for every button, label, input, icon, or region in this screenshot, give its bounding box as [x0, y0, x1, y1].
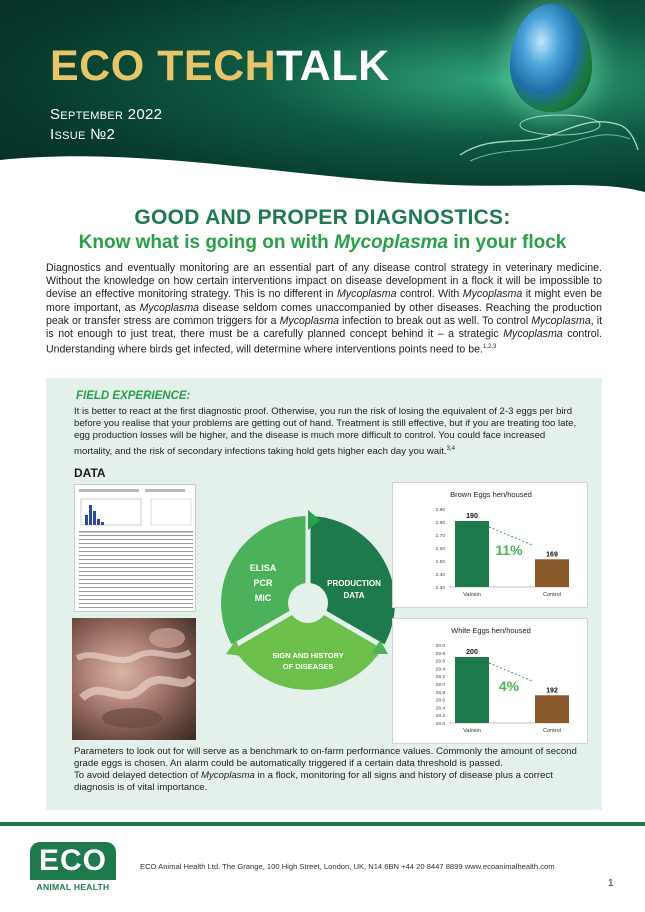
article-title: GOOD AND PROPER DIAGNOSTICS: [134, 206, 511, 229]
data-label: DATA [74, 466, 106, 480]
footer-part: in a flock, monitoring for all signs and history of disease plus a correct diagnosis is of vital importance. [74, 770, 553, 793]
cycle-label-elisa: ELISA [249, 563, 277, 573]
intro-italic: Mycoplasma [279, 314, 340, 327]
field-footer-text [74, 746, 582, 794]
field-footer-para-2 [74, 770, 582, 794]
intro-italic: Mycoplasma [531, 314, 591, 327]
intro-part: disease seldom comes unaccompanied by other diseases. Reaching the production peak or transfer stress are common triggers for a [46, 301, 602, 327]
y-tick-label: 2.30 [435, 586, 445, 591]
field-experience-box [46, 378, 602, 810]
cycle-label-mic: MIC [254, 593, 272, 603]
brown-eggs-chart [392, 482, 588, 608]
brand-eco: ECO TECH [50, 42, 277, 90]
header-wave [0, 150, 645, 200]
category-label: Control [543, 728, 561, 734]
intro-paragraph [46, 262, 602, 357]
y-tick-label: 2.70 [435, 534, 445, 539]
y-tick-label: 29.8 [435, 651, 445, 657]
issue-date: September 2022 [50, 106, 163, 123]
y-tick-label: 29.6 [435, 659, 445, 665]
y-tick-label: 29.2 [435, 675, 445, 681]
page-number: 1 [608, 878, 614, 889]
intro-italic: Mycoplasma [139, 301, 200, 314]
bar-value-label: 200 [466, 649, 478, 656]
eco-logo [30, 842, 116, 896]
y-tick-label: 30.0 [435, 644, 445, 649]
cycle-label-data: DATA [343, 591, 365, 600]
bar-value-label: 190 [466, 513, 478, 520]
y-tick-label: 29.0 [435, 683, 445, 688]
y-tick-label: 2.40 [435, 573, 445, 578]
data-sheet-graphic [75, 485, 196, 612]
cycle-label-pcr: PCR [253, 578, 273, 588]
cycle-label-sign-history: SIGN AND HISTORY [272, 651, 344, 660]
field-footer-para-1: Parameters to look out for will serve as a benchmark to on-farm performance values. Commonly the amount of second grade eggs is chosen. An alarm could be automatically triggered if a certain data threshold is passed. [74, 746, 577, 769]
diagnostic-cycle-diagram [208, 508, 408, 698]
y-tick-label: 28.8 [435, 690, 445, 696]
y-tick-label: 28.2 [435, 714, 445, 720]
chart-title: White Eggs hen/housed [451, 626, 531, 635]
chart-bar [535, 695, 569, 723]
y-tick-label: 2.80 [435, 521, 445, 526]
y-tick-label: 28.6 [435, 698, 445, 704]
logo-mark: ECO [30, 842, 116, 880]
chart-bar [535, 559, 569, 587]
issue-number: Issue №2 [50, 126, 116, 143]
category-label: Valosin [463, 592, 481, 598]
y-tick-label: 28.4 [435, 706, 445, 712]
necropsy-photo [72, 618, 196, 740]
brand-talk: TALK [276, 42, 390, 90]
intro-part: infection to break out as well. To control [339, 314, 532, 327]
article-subtitle [0, 232, 645, 254]
intro-reference: 1,2,3 [482, 344, 497, 351]
subtitle-pre: Know what is going on with [78, 232, 335, 253]
y-tick-label: 2.90 [435, 508, 445, 513]
category-label: Control [543, 592, 561, 598]
company-address: ECO Animal Health Ltd. The Grange, 100 High Street, London, UK, N14 6BN +44 20 8447 8899 www.ecoanimalhealth.com [140, 862, 555, 871]
intro-italic: Mycoplasma [503, 328, 563, 341]
footer-part: To avoid delayed detection of [74, 770, 201, 781]
intro-part: control. With [396, 288, 463, 301]
field-title: FIELD EXPERIENCE: [76, 390, 191, 402]
field-text-body: It is better to react at the first diagnostic proof. Otherwise, you run the risk of losing the equivalent of 2-3 eggs per bird before you realise that your problems are getting out of hand. Treatment is still effective, but if you are treating too late, egg production losses will be higher, and the disease is much more difficult to control. You could face increased mortality, and the risk of secondary infections taking hold gets higher each day you wait. [74, 406, 577, 457]
y-tick-label: 2.50 [435, 560, 445, 565]
white-eggs-chart-svg [393, 619, 589, 745]
y-tick-label: 2.60 [435, 547, 445, 552]
bar-value-label: 169 [546, 551, 558, 559]
intro-part: it might even be more important, as [46, 288, 602, 314]
footer-italic: Mycoplasma [200, 770, 255, 781]
chart-title: Brown Eggs hen/housed [450, 490, 532, 499]
subtitle-post: in your flock [448, 232, 567, 253]
white-eggs-chart [392, 618, 588, 744]
intro-part: Diagnostics and eventually monitoring are an essential part of any disease control strategy in veterinary medicine. Without the knowledge on how certain interventions impact on disease development in a flock it will be impossible to devise an effective monitoring strategy. This is no different in [46, 262, 602, 301]
intro-part: , it is not enough to just treat, there must be a carefully planned concept behind it – a strategic [46, 314, 603, 341]
category-label: Valosin [463, 728, 481, 734]
field-text [74, 406, 582, 458]
logo-subtitle: ANIMAL HEALTH [36, 882, 110, 892]
cycle-label-production: PRODUCTION [327, 579, 381, 588]
chart-bar [455, 521, 489, 587]
intro-italic: Mycoplasma [337, 288, 397, 301]
header-banner [0, 0, 645, 200]
percent-annotation: 4% [498, 678, 520, 694]
field-reference: 3,4 [446, 445, 455, 452]
footer-divider [0, 822, 645, 826]
intro-italic: Mycoplasma [462, 288, 523, 301]
necropsy-photo-graphic [72, 618, 196, 740]
subtitle-italic: Mycoplasma [334, 232, 449, 253]
brand-title [50, 42, 390, 91]
bar-value-label: 192 [546, 687, 558, 695]
cycle-label-diseases: OF DISEASES [282, 662, 334, 671]
chart-bar [455, 657, 489, 723]
y-tick-label: 29.4 [435, 667, 445, 673]
percent-annotation: 11% [495, 542, 523, 558]
data-sheet-image [74, 484, 196, 612]
brown-eggs-chart-svg [393, 483, 589, 609]
intro-part: control. Understanding where birds get infected, will determine where interventions points need to be. [46, 328, 602, 356]
y-tick-label: 28.0 [435, 722, 445, 727]
